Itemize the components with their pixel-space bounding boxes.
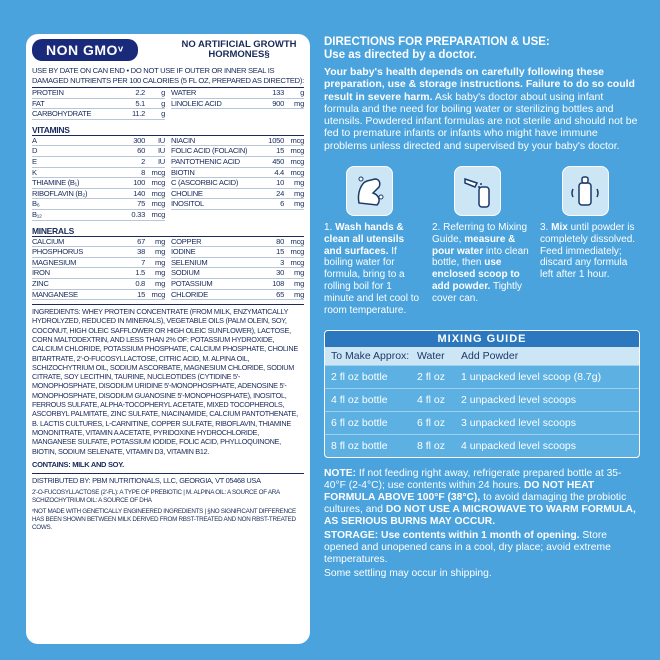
- mix-water: 4 fl oz: [417, 394, 446, 407]
- step-2-text: [432, 222, 530, 305]
- vitamin-row: [32, 168, 165, 179]
- footnote-gmo: ᵛNOT MADE WITH GENETICALLY ENGINEERED INGREDIENTS | §NO SIGNIFICANT DIFFERENCE HAS BEEN SHOWN BETWEEN MILK DERIVED FROM RBST-TREATED AND NON RBST-TREATED COWS.: [32, 508, 296, 532]
- vitamin-name: CHOLINE: [171, 188, 203, 198]
- mineral-name: IRON: [32, 268, 50, 278]
- vitamin-unit: mcg: [290, 167, 304, 177]
- mixing-guide-title: MIXING GUIDE: [325, 331, 639, 347]
- mixing-guide-row: [325, 434, 639, 457]
- mineral-value: 3: [280, 257, 284, 267]
- vitamin-value: 1050: [268, 135, 284, 145]
- vitamin-unit: mcg: [290, 156, 304, 166]
- nutrient-row: [32, 109, 165, 120]
- step-1-body: If boiling water for formula, bring to a rolling boil for 1 minute and let cool to room temperature.: [324, 245, 420, 316]
- vitamin-name: RIBOFLAVIN (B₂): [32, 188, 88, 198]
- vitamin-value: 2: [141, 156, 145, 166]
- intro-text: USE BY DATE ON CAN END • DO NOT USE IF OUTER OR INNER SEAL IS DAMAGED NUTRIENTS PER 100 CALORIES (5 FL OZ, PREPARED AS DIRECTED):: [32, 66, 304, 88]
- vitamin-name: INOSITOL: [171, 199, 204, 209]
- mineral-unit: mg: [294, 278, 304, 288]
- mineral-name: MANGANESE: [32, 289, 78, 299]
- vitamin-value: 60: [137, 146, 145, 156]
- vitamin-name: K: [32, 167, 37, 177]
- vitamin-unit: mg: [294, 178, 304, 188]
- vitamin-name: A: [32, 135, 37, 145]
- mineral-value: 38: [137, 247, 145, 257]
- mineral-row: [171, 237, 304, 248]
- vitamins-right: [171, 136, 304, 221]
- vitamin-row: [171, 168, 304, 179]
- mineral-row: [171, 258, 304, 269]
- mineral-unit: mcg: [290, 236, 304, 246]
- vitamin-value: 450: [272, 156, 284, 166]
- vitamin-name: BIOTIN: [171, 167, 195, 177]
- nutrient-row: [32, 88, 165, 99]
- note-warning-heat: DO NOT HEAT FORMULA ABOVE 100°F (38°C),: [324, 480, 595, 504]
- minerals-table: [32, 237, 304, 301]
- step-2-bold: measure & pour water: [432, 233, 516, 257]
- vitamin-unit: mcg: [290, 135, 304, 145]
- mineral-row: [32, 268, 165, 279]
- directions-body: [324, 66, 640, 152]
- non-gmo-badge: NON GMOᵛ: [32, 39, 138, 61]
- storage-text: [324, 530, 640, 566]
- mineral-row: [32, 247, 165, 258]
- mix-powder: 4 unpacked level scoops: [461, 440, 576, 453]
- vitamin-unit: mcg: [151, 188, 165, 198]
- nutrient-row: [32, 99, 165, 110]
- mineral-unit: mg: [155, 257, 165, 267]
- settling-text: Some settling may occur in shipping.: [324, 567, 492, 579]
- mineral-value: 65: [276, 289, 284, 299]
- badge-row: [32, 39, 304, 61]
- vitamin-name: PANTOTHENIC ACID: [171, 156, 240, 166]
- mineral-row: [171, 247, 304, 258]
- minerals-right: [171, 237, 304, 301]
- vitamin-value: 0.33: [131, 209, 145, 219]
- nutrient-name: LINOLEIC ACID: [171, 98, 222, 108]
- mix-water: 8 fl oz: [417, 440, 446, 453]
- mineral-name: ZINC: [32, 278, 49, 288]
- nutrient-value: 133: [272, 88, 284, 97]
- note-body: If not feeding right away, refrigerate prepared bottle at 35-40°F (2-4°C); use contents within 24 hours.: [324, 468, 622, 492]
- mineral-name: SELENIUM: [171, 257, 208, 267]
- directions-column: [324, 36, 640, 580]
- vitamin-row: [32, 146, 165, 157]
- vitamin-unit: mcg: [151, 199, 165, 209]
- mix-approx: 4 fl oz bottle: [331, 394, 388, 407]
- nutrient-name: CARBOHYDRATE: [32, 109, 92, 119]
- step-1: [324, 166, 422, 316]
- vitamin-row: [171, 178, 304, 189]
- mineral-row: [32, 290, 165, 301]
- mineral-row: [32, 279, 165, 290]
- vitamin-row: [171, 199, 304, 210]
- mineral-value: 7: [141, 257, 145, 267]
- wash-hands-icon: [346, 166, 393, 216]
- nutrient-value: 900: [272, 98, 284, 108]
- nutrient-value: 11.2: [131, 109, 145, 119]
- mix-powder: 2 unpacked level scoops: [461, 394, 576, 407]
- no-hormones-badge: NO ARTIFICIAL GROWTH HORMONES§: [181, 39, 297, 60]
- vitamin-value: 8: [141, 167, 145, 177]
- mix-approx: 2 fl oz bottle: [331, 371, 388, 384]
- mineral-name: POTASSIUM: [171, 278, 213, 288]
- vitamin-unit: mg: [294, 199, 304, 209]
- nutrient-unit: g: [161, 88, 165, 97]
- mineral-name: IODINE: [171, 247, 196, 257]
- directions-warning: Your baby's health depends on carefully following these preparation, use & storage instructions. Failure to do so could result in severe harm.: [324, 66, 635, 103]
- mineral-unit: mg: [294, 268, 304, 278]
- mix-powder: 3 unpacked level scoops: [461, 417, 576, 430]
- mix-approx: 8 fl oz bottle: [331, 440, 388, 453]
- vitamin-value: 15: [276, 146, 284, 156]
- vitamin-name: E: [32, 156, 37, 166]
- step-3-text: [540, 222, 638, 281]
- storage-bold: STORAGE: Use contents within 1 month of opening.: [324, 529, 580, 541]
- mix-powder: 1 unpacked level scoop (8.7g): [461, 371, 602, 384]
- vitamin-name: B₆: [32, 199, 40, 209]
- vitamin-row: [32, 157, 165, 168]
- vitamin-name: C (ASCORBIC ACID): [171, 178, 239, 188]
- mixing-guide-row: [325, 388, 639, 411]
- mineral-value: 108: [272, 278, 284, 288]
- vitamin-unit: mg: [294, 188, 304, 198]
- nutrient-name: WATER: [171, 88, 197, 97]
- nutrient-name: FAT: [32, 98, 45, 108]
- mineral-name: PHOSPHORUS: [32, 247, 84, 257]
- mixing-guide-row: [325, 365, 639, 388]
- step-2-body: into clean bottle, then: [432, 245, 529, 269]
- vitamin-row: [171, 146, 304, 157]
- nutrition-label-panel: [26, 34, 310, 644]
- mineral-unit: mg: [155, 236, 165, 246]
- steps-row: [324, 166, 640, 316]
- step-2-num: 2.: [432, 222, 441, 234]
- mineral-value: 80: [276, 236, 284, 246]
- mineral-value: 30: [276, 268, 284, 278]
- vitamin-value: 140: [133, 188, 145, 198]
- mixing-guide: [324, 330, 640, 458]
- mineral-name: SODIUM: [171, 268, 200, 278]
- vitamins-left: [32, 136, 165, 221]
- vitamin-row: [171, 157, 304, 168]
- mineral-row: [32, 258, 165, 269]
- directions-subtitle: Use as directed by a doctor.: [324, 49, 477, 61]
- directions-title: DIRECTIONS FOR PREPARATION & USE:: [324, 36, 550, 48]
- mix-approx: 6 fl oz bottle: [331, 417, 388, 430]
- nutrients-right: [171, 88, 304, 120]
- mineral-unit: mcg: [290, 247, 304, 257]
- vitamin-unit: mcg: [151, 167, 165, 177]
- nutrient-name: PROTEIN: [32, 88, 64, 97]
- mineral-value: 15: [276, 247, 284, 257]
- vitamin-value: 300: [133, 135, 145, 145]
- mineral-row: [171, 279, 304, 290]
- mineral-name: CHLORIDE: [171, 289, 208, 299]
- minerals-heading: MINERALS: [32, 226, 304, 237]
- shake-bottle-icon: [562, 166, 609, 216]
- nutrient-row: [171, 99, 304, 110]
- scoop-pour-icon: [454, 166, 501, 216]
- nutrient-unit: mg: [294, 98, 304, 108]
- distributor-text: DISTRIBUTED BY: PBM NUTRITIONALS, LLC, GEORGIA, VT 05468 USA: [32, 473, 304, 485]
- mineral-row: [171, 290, 304, 301]
- minerals-left: [32, 237, 165, 301]
- vitamin-row: [171, 136, 304, 147]
- vitamin-name: THIAMINE (B₁): [32, 178, 80, 188]
- note-label: NOTE:: [324, 468, 357, 480]
- mix-water: 2 fl oz: [417, 371, 446, 384]
- nutrient-unit: g: [300, 88, 304, 97]
- directions-text: Ask baby's doctor about using infant formula and the need for boiling water or sterilizing bottles and utensils. Powdered infant formulas are not sterile and should not be fed to premature infants or infants who might have immune problems unless directed and supervised by your baby's doctor.: [324, 90, 638, 152]
- storage-body: Store opened and unopened cans in a cool, dry place; avoid extreme temperatures.: [324, 529, 611, 565]
- mixing-guide-row: [325, 411, 639, 434]
- mineral-unit: mcg: [290, 257, 304, 267]
- step-3-body: until powder is completely dissolved. Feed immediately; discard any formula left after 1 hour.: [540, 222, 636, 281]
- vitamin-value: 75: [137, 199, 145, 209]
- vitamin-unit: IU: [158, 156, 165, 166]
- note-warning-microwave: DO NOT USE A MICROWAVE TO WARM FORMULA, AS SERIOUS BURNS MAY OCCUR.: [324, 504, 636, 528]
- vitamin-name: FOLIC ACID (FOLACIN): [171, 146, 248, 156]
- vitamin-name: B₁₂: [32, 209, 42, 219]
- note-text: [324, 468, 640, 528]
- mineral-unit: mg: [155, 268, 165, 278]
- mineral-unit: mcg: [151, 289, 165, 299]
- mineral-row: [32, 237, 165, 248]
- vitamin-unit: mcg: [151, 178, 165, 188]
- step-2-bold2: use enclosed scoop to add powder.: [432, 257, 520, 293]
- vitamin-name: D: [32, 146, 38, 156]
- vitamin-value: 6: [280, 199, 284, 209]
- step-2-body2: Tightly cover can.: [432, 281, 523, 304]
- vitamin-row: [32, 199, 165, 210]
- vitamin-row: [32, 136, 165, 147]
- vitamin-row: [171, 189, 304, 200]
- mineral-row: [171, 268, 304, 279]
- vitamin-unit: IU: [158, 135, 165, 145]
- mix-water: 6 fl oz: [417, 417, 446, 430]
- vitamin-row: [32, 189, 165, 200]
- vitamin-value: 4.4: [274, 167, 284, 177]
- mix-header-powder: Add Powder: [461, 350, 519, 363]
- vitamin-row: [32, 210, 165, 221]
- step-1-bold: Wash hands & clean all utensils and surfaces.: [324, 222, 405, 257]
- note-body2: to avoid damaging the probiotic cultures, and: [324, 492, 627, 516]
- footnote-oils: 2'-O-FUCOSYLLACTOSE (2'-FL): A TYPE OF PREBIOTIC | M. ALPINA OIL: A SOURCE OF ARA SCHIZOCHYTRIUM OIL: A SOURCE OF DHA: [32, 488, 280, 504]
- vitamin-value: 10: [276, 178, 284, 188]
- mineral-unit: mg: [155, 278, 165, 288]
- nutrient-unit: g: [161, 98, 165, 108]
- vitamin-unit: mcg: [290, 146, 304, 156]
- mineral-name: MAGNESIUM: [32, 257, 77, 267]
- nutrient-value: 5.1: [135, 98, 145, 108]
- mixing-guide-header: [325, 347, 639, 365]
- vitamins-heading: VITAMINS: [32, 125, 304, 136]
- mix-header-water: Water: [417, 350, 445, 363]
- nutrients-table: [32, 88, 304, 120]
- vitamin-name: NIACIN: [171, 135, 195, 145]
- step-3: [540, 166, 638, 316]
- nutrient-unit: g: [161, 109, 165, 119]
- nutrients-left: [32, 88, 165, 120]
- vitamin-unit: IU: [158, 146, 165, 156]
- vitamin-value: 100: [133, 178, 145, 188]
- mineral-value: 15: [137, 289, 145, 299]
- step-2: [432, 166, 530, 316]
- vitamins-table: [32, 136, 304, 221]
- step-3-bold: Mix: [551, 222, 568, 234]
- vitamin-unit: mcg: [151, 209, 165, 219]
- contains-text: CONTAINS: MILK AND SOY.: [32, 459, 124, 469]
- mineral-value: 67: [137, 236, 145, 246]
- nutrient-value: 2.2: [135, 88, 145, 97]
- step-2-pre: Referring to Mixing Guide,: [432, 222, 528, 245]
- vitamin-value: 24: [276, 188, 284, 198]
- ingredients-text: INGREDIENTS: WHEY PROTEIN CONCENTRATE (FROM MILK, ENZYMATICALLY HYDROLYZED, REDUCED IN MINERALS), VEGETABLE OILS (PALM OLEIN, SOY, COCONUT, HIGH OLEIC SAFFLOWER OR HIGH OLEIC SUNFLOWER), LACTOSE, CORN MALTODEXTRIN, AND LESS THAN 2% OF: POTASSIUM HYDROXIDE, CALCIUM CHLORIDE, POTASSIUM PHOSPHATE, CALCIUM PHOSPHATE, CHOLINE BITARTRATE, 2'-O-FUCOSYLLACTOSE, CITRIC ACID, M. ALPINA OIL, SCHIZOCHYTRIUM OIL, SODIUM ASCORBATE, MAGNESIUM CHLORIDE, SODIUM CITRATE, SOY LECITHIN, TAURINE, NUCLEOTIDES (CYTIDINE 5'-MONOPHOSPHATE, DISODIUM URIDINE 5'-MONOPHOSPHATE, ADENOSINE 5'-MONOPHOSPHATE, DISODIUM GUANOSINE 5'-MONOPHOSPHATE), INOSITOL, FERROUS SULFATE, ALPHA-TOCOPHERYL ACETATE, MIXED TOCOPHEROLS, ASCORBYL PALMITATE, ZINC SULFATE, NIACINAMIDE, CALCIUM PANTOTHENATE, B. LACTIS CULTURES, L-CARNITINE, COPPER SULFATE, RIBOFLAVIN, THIAMINE MONONITRATE, VITAMIN A ACETATE, PYRIDOXINE HYDROCHLORIDE, MANGANESE SULFATE, POTASSIUM IODIDE, FOLIC ACID, PHYLLOQUINONE, BIOTIN, SODIUM SELENATE, VITAMIN D3, VITAMIN B12.: [32, 304, 304, 456]
- mineral-value: 0.8: [135, 278, 145, 288]
- mineral-unit: mg: [155, 247, 165, 257]
- step-1-text: [324, 222, 422, 316]
- mineral-value: 1.5: [135, 268, 145, 278]
- mineral-unit: mg: [294, 289, 304, 299]
- step-3-num: 3.: [540, 222, 549, 234]
- step-1-num: 1.: [324, 222, 333, 234]
- mineral-name: CALCIUM: [32, 236, 65, 246]
- vitamin-row: [32, 178, 165, 189]
- nutrient-row: [171, 88, 304, 99]
- mineral-name: COPPER: [171, 236, 202, 246]
- mix-header-approx: To Make Approx:: [331, 350, 410, 363]
